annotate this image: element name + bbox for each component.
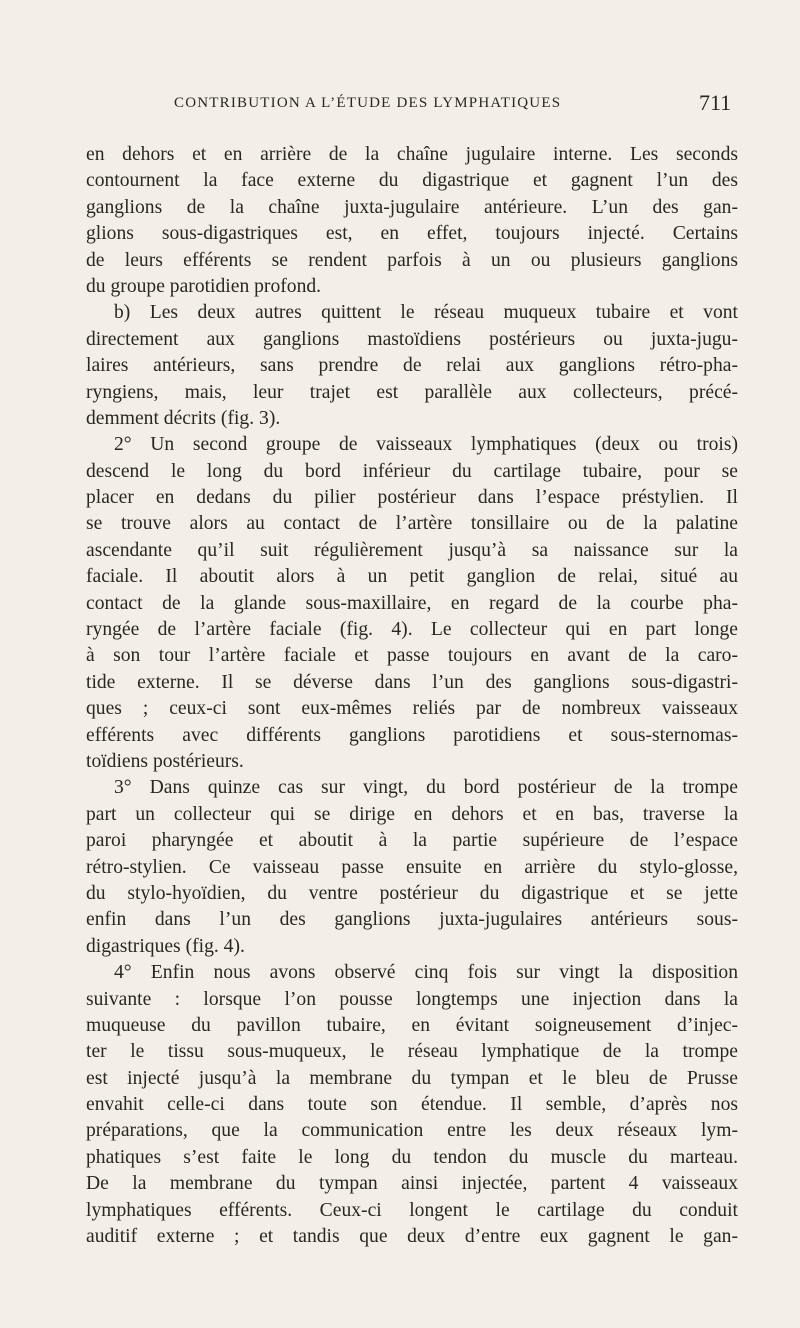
text-line: glions sous-digastriques est, en effet, toujours injecté. Certains: [86, 223, 738, 245]
text-line: lymphatiques efférents. Ceux-ci longent le cartilage du conduit: [86, 1199, 738, 1221]
body-text: [86, 142, 738, 1250]
text-line: 4° Enfin nous avons observé cinq fois sur vingt la disposition: [114, 962, 738, 984]
text-line: préparations, que la communication entre les deux réseaux lym-: [86, 1120, 738, 1142]
text-line: 3° Dans quinze cas sur vingt, du bord postérieur de la trompe: [114, 777, 738, 799]
text-line: auditif externe ; et tandis que deux d’entre eux gagnent le gan-: [86, 1226, 738, 1248]
text-line: 2° Un second groupe de vaisseaux lymphatiques (deux ou trois): [114, 434, 738, 456]
text-line: de leurs efférents se rendent parfois à un ou plusieurs ganglions: [86, 249, 738, 271]
text-line: rétro-stylien. Ce vaisseau passe ensuite en arrière du stylo-glosse,: [86, 856, 738, 878]
text-line: enfin dans l’un des ganglions juxta-jugulaires antérieurs sous-: [86, 909, 738, 931]
text-line: faciale. Il aboutit alors à un petit ganglion de relai, situé au: [86, 566, 738, 588]
text-line: suivante : lorsque l’on pousse longtemps une injection dans la: [86, 988, 738, 1010]
text-line: ryngiens, mais, leur trajet est parallèle aux collecteurs, précé-: [86, 381, 738, 403]
text-line: contournent la face externe du digastrique et gagnent l’un des: [86, 170, 738, 192]
running-title: CONTRIBUTION A L’ÉTUDE DES LYMPHATIQUES: [174, 95, 562, 111]
text-line: tide externe. Il se déverse dans l’un des ganglions sous-digastri-: [86, 671, 738, 693]
text-line: phatiques s’est faite le long du tendon du muscle du marteau.: [86, 1146, 738, 1168]
text-line: b) Les deux autres quittent le réseau muqueux tubaire et vont: [114, 302, 738, 324]
text-line: De la membrane du tympan ainsi injectée, partent 4 vaisseaux: [86, 1173, 738, 1195]
text-line: du stylo-hyoïdien, du ventre postérieur du digastrique et se jette: [86, 882, 738, 904]
text-line: demment décrits (fig. 3).: [86, 407, 281, 429]
text-line: ques ; ceux-ci sont eux-mêmes reliés par de nombreux vaisseaux: [86, 698, 738, 720]
running-head: [0, 90, 800, 125]
text-line: est injecté jusqu’à la membrane du tympan et le bleu de Prusse: [86, 1067, 738, 1089]
text-line: descend le long du bord inférieur du cartilage tubaire, pour se: [86, 460, 738, 482]
text-line: paroi pharyngée et aboutit à la partie supérieure de l’espace: [86, 830, 738, 852]
text-line: contact de la glande sous-maxillaire, en regard de la courbe pha-: [86, 592, 738, 614]
text-line: laires antérieurs, sans prendre de relai aux ganglions rétro-pha-: [86, 355, 738, 377]
text-line: efférents avec différents ganglions parotidiens et sous-sternomas-: [86, 724, 738, 746]
text-line: envahit celle-ci dans toute son étendue. Il semble, d’après nos: [86, 1094, 738, 1116]
text-line: digastriques (fig. 4).: [86, 935, 245, 957]
text-line: ter le tissu sous-muqueux, le réseau lymphatique de la trompe: [86, 1041, 738, 1063]
text-line: toïdiens postérieurs.: [86, 750, 244, 772]
text-line: ryngée de l’artère faciale (fig. 4). Le collecteur qui en part longe: [86, 619, 738, 641]
text-line: part un collecteur qui se dirige en dehors et en bas, traverse la: [86, 803, 738, 825]
text-line: placer en dedans du pilier postérieur dans l’espace préstylien. Il: [86, 487, 738, 509]
text-line: directement aux ganglions mastoïdiens postérieurs ou juxta-jugu-: [86, 328, 738, 350]
text-line: en dehors et en arrière de la chaîne jugulaire interne. Les seconds: [86, 144, 738, 165]
text-line: à son tour l’artère faciale et passe toujours en avant de la caro-: [86, 645, 738, 667]
page-number: 711: [699, 90, 732, 115]
text-line: ascendante qu’il suit régulièrement jusqu’à sa naissance sur la: [86, 539, 738, 561]
text-line: du groupe parotidien profond.: [86, 275, 322, 297]
text-line: muqueuse du pavillon tubaire, en évitant soigneusement d’injec-: [86, 1014, 738, 1036]
text-line: se trouve alors au contact de l’artère tonsillaire ou de la palatine: [86, 513, 738, 535]
text-line: ganglions de la chaîne juxta-jugulaire antérieure. L’un des gan-: [86, 196, 738, 218]
